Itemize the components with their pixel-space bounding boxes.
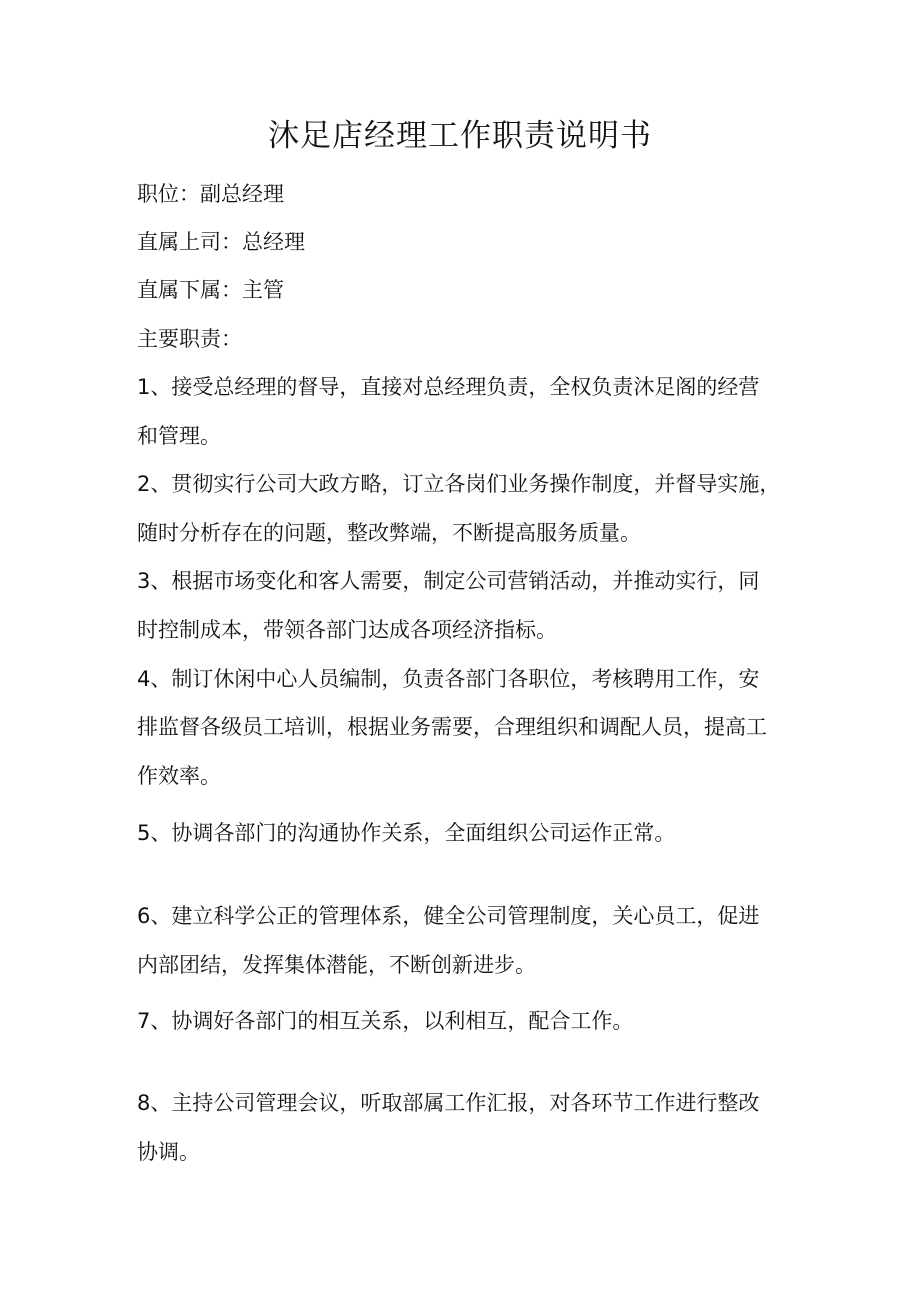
duty-7-line-1: 7、协调好各部门的相互关系，以利相互，配合工作。 xyxy=(137,1009,634,1033)
duty-4-line-3: 作效率。 xyxy=(137,764,221,788)
subordinate-line: 直属下属：主管 xyxy=(137,278,284,302)
duty-8-line-2: 协调。 xyxy=(137,1140,200,1164)
duty-2-line-2: 随时分析存在的问题，整改弊端，不断提高服务质量。 xyxy=(137,521,641,545)
duty-3-line-1: 3、根据市场变化和客人需要，制定公司营销活动，并推动实行，同 xyxy=(137,569,760,593)
duty-3-line-2: 时控制成本，带领各部门达成各项经济指标。 xyxy=(137,618,557,642)
duty-8-line-1: 8、主持公司管理会议，听取部属工作汇报，对各环节工作进行整改 xyxy=(137,1091,760,1115)
duty-1-line-2: 和管理。 xyxy=(137,424,221,448)
duty-4-line-1: 4、制订休闲中心人员编制，负责各部门各职位，考核聘用工作，安 xyxy=(137,667,760,691)
duty-6-line-1: 6、建立科学公正的管理体系，健全公司管理制度，关心员工，促进 xyxy=(137,904,760,928)
document-title: 沐足店经理工作职责说明书 xyxy=(268,118,652,154)
duty-5-line-1: 5、协调各部门的沟通协作关系，全面组织公司运作正常。 xyxy=(137,821,676,845)
superior-line: 直属上司：总经理 xyxy=(137,230,305,254)
duty-1-line-1: 1、接受总经理的督导，直接对总经理负责，全权负责沐足阁的经营 xyxy=(137,375,760,399)
duties-heading: 主要职责： xyxy=(137,327,242,351)
duty-4-line-2: 排监督各级员工培训，根据业务需要，合理组织和调配人员，提高工 xyxy=(137,715,767,739)
duty-2-line-1: 2、贯彻实行公司大政方略，订立各岗们业务操作制度，并督导实施， xyxy=(137,472,781,496)
position-line: 职位：副总经理 xyxy=(137,182,284,206)
duty-6-line-2: 内部团结，发挥集体潜能，不断创新进步。 xyxy=(137,953,536,977)
